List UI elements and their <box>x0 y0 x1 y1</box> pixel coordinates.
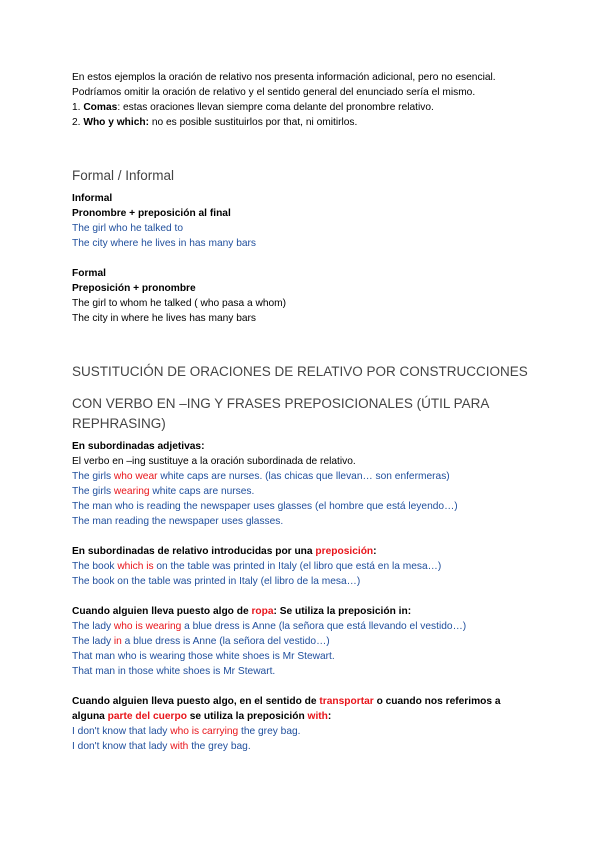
highlight: with <box>307 711 328 722</box>
example-line: The lady who is wearing a blue dress is Anne (la señora que está llevando el vestido…) <box>72 621 467 632</box>
highlight: wearing <box>113 486 150 497</box>
highlight: who is carrying <box>170 726 239 737</box>
list-item-comas <box>72 100 532 115</box>
example-line: The book on the table was printed in Italy (el libro de la mesa…) <box>72 576 361 587</box>
ropa-title: Cuando alguien lleva puesto algo de ropa: Se utiliza la preposición in: <box>72 606 412 617</box>
highlight: transportar <box>319 696 374 707</box>
section-heading: SUSTITUCIÓN DE ORACIONES DE RELATIVO POR CONSTRUCCIONES <box>72 364 528 379</box>
list-text: no es posible sustituirlos por that, ni omitirlos. <box>148 117 358 128</box>
example-line: That man in those white shoes is Mr Stewart. <box>72 666 276 677</box>
list-number: 2. <box>72 117 84 128</box>
informal-title: Informal <box>72 193 113 204</box>
highlight: who is wearing <box>113 621 182 632</box>
example-line: The lady in a blue dress is Anne (la señora del vestido…) <box>72 636 330 647</box>
highlight: who wear <box>113 471 158 482</box>
informal-example: The girl who he talked to <box>72 223 183 234</box>
preposicion-title: En subordinadas de relativo introducidas por una preposición: <box>72 546 377 557</box>
example-line: The girls who wear white caps are nurses. (las chicas que llevan… son enfermeras) <box>72 471 450 482</box>
example-line: I don't know that lady who is carrying the grey bag. <box>72 726 301 737</box>
adjetivas-description: El verbo en –ing sustituye a la oración subordinada de relativo. <box>72 456 356 467</box>
list-text: : estas oraciones llevan siempre coma delante del pronombre relativo. <box>117 102 434 113</box>
highlight: preposición <box>315 546 374 557</box>
example-line: The book which is on the table was printed in Italy (el libro que está en la mesa…) <box>72 561 442 572</box>
list-number: 1. <box>72 102 84 113</box>
formal-informal-heading: Formal / Informal <box>72 168 175 183</box>
example-line: The girls wearing white caps are nurses. <box>72 486 255 497</box>
highlight: parte del cuerpo <box>107 711 187 722</box>
highlight: with <box>170 741 189 752</box>
formal-example: The girl to whom he talked ( who pasa a whom) <box>72 298 287 309</box>
intro-paragraph: En estos ejemplos la oración de relativo nos presenta información adicional, pero no esencial. Podríamos omitir la oración de relativo y el sentido general del enunciado sería el mismo. <box>72 72 496 98</box>
example-line: That man who is wearing those white shoes is Mr Stewart. <box>72 651 335 662</box>
example-line: I don't know that lady with the grey bag. <box>72 741 251 752</box>
highlight: in <box>113 636 122 647</box>
adjetivas-title: En subordinadas adjetivas: <box>72 441 205 452</box>
formal-example: The city in where he lives has many bars <box>72 313 257 324</box>
section-subheading: CON VERBO EN –ING Y FRASES PREPOSICIONALES (ÚTIL PARA REPHRASING) <box>72 396 489 431</box>
example-line: The man who is reading the newspaper uses glasses (el hombre que está leyendo…) <box>72 501 458 512</box>
list-item-who-which <box>72 115 532 130</box>
list-term: Comas <box>83 102 118 113</box>
formal-title: Formal <box>72 268 106 279</box>
document-page <box>72 70 532 754</box>
highlight: which is <box>117 561 154 572</box>
example-line: The man reading the newspaper uses glasses. <box>72 516 284 527</box>
informal-example: The city where he lives in has many bars <box>72 238 257 249</box>
informal-subtitle: Pronombre + preposición al final <box>72 208 231 219</box>
formal-subtitle: Preposición + pronombre <box>72 283 196 294</box>
highlight: ropa <box>251 606 274 617</box>
transportar-title: Cuando alguien lleva puesto algo, en el sentido de transportar o cuando nos referimos a alguna parte del cuerpo se utiliza la preposición with: <box>72 696 501 722</box>
list-term: Who y which: <box>83 117 149 128</box>
